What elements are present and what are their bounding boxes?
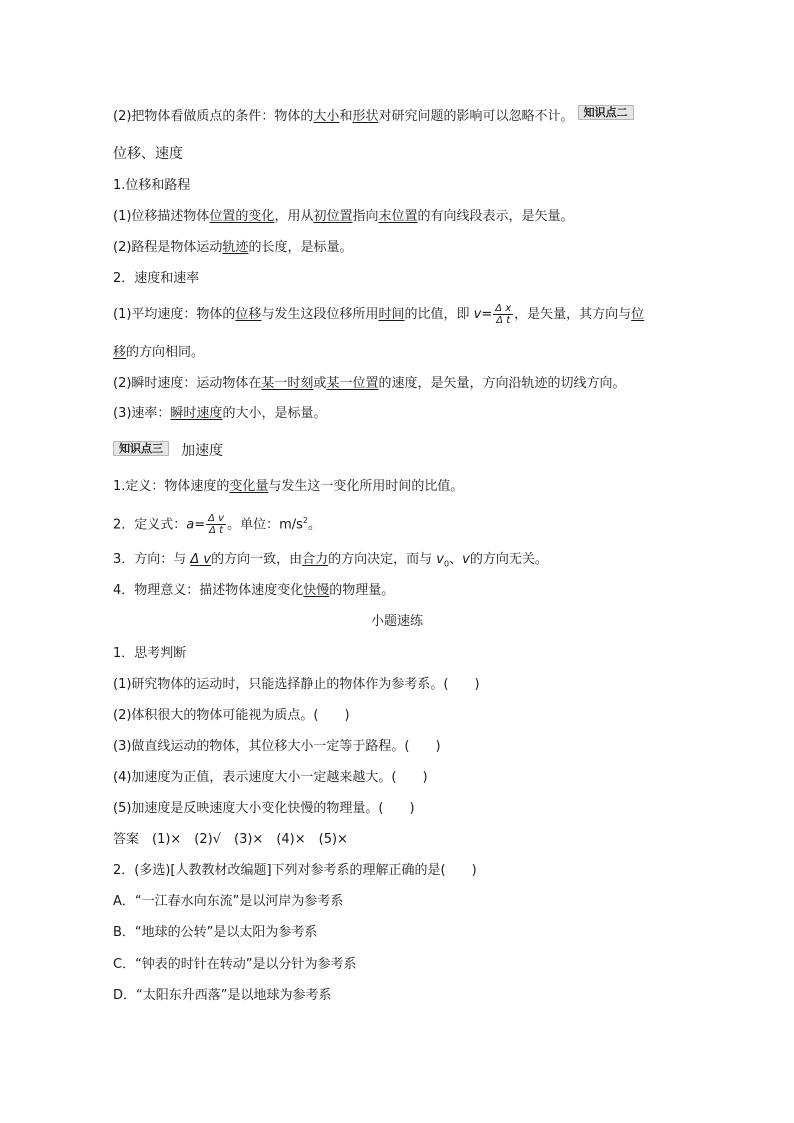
section-heading: 小题速练 [370, 614, 423, 629]
underlined-term: 轨迹 [222, 240, 249, 255]
option-b: B．“地球的公转”是以太阳为参考系 [113, 925, 318, 940]
subsection-title: 1.位移和路程 [113, 178, 191, 193]
question-item: (4)加速度为正值，表示速度大小一定越来越大。( ) [113, 770, 428, 785]
question-item: (5)加速度是反映速度大小变化快慢的物理量。( ) [113, 801, 415, 816]
text-line [113, 479, 463, 495]
text: 的方向无关。 [469, 552, 548, 567]
text-line [113, 506, 321, 540]
underlined-term: 合力 [302, 552, 329, 567]
text: 指向 [352, 209, 379, 224]
text: 的比值，即 [404, 307, 474, 322]
underlined-term: 末位置 [378, 209, 418, 224]
underlined-term: 变化量 [229, 479, 269, 494]
text: 的方向决定，而与 [328, 552, 437, 567]
text: 的有向线段表示，是矢量。 [417, 209, 574, 224]
underlined-term: Δ v [190, 552, 212, 567]
variable: v [473, 307, 482, 322]
text-line [113, 300, 644, 330]
underlined-term: 位 [631, 307, 645, 322]
variable: a [186, 517, 195, 533]
text-line [113, 443, 223, 460]
text: 1.定义：物体速度的 [113, 479, 230, 494]
fraction [206, 513, 226, 536]
text-line [113, 583, 394, 599]
text-line [113, 240, 352, 256]
text: 4．物理意义：描述物体速度变化 [113, 583, 304, 598]
text: 的方向一致，由 [211, 552, 303, 567]
denominator: Δ t [496, 315, 511, 326]
text: 或 [313, 376, 327, 391]
section-badge: 知识点二 [578, 105, 634, 120]
text: 的大小，是标量。 [222, 406, 327, 421]
superscript: 2 [302, 516, 309, 525]
text: 和 [339, 109, 353, 124]
underlined-term: 移 [113, 345, 127, 360]
underlined-term: 某一时刻 [261, 376, 314, 391]
text: 。单位：m/s [227, 517, 303, 533]
text: (2)路程是物体运动 [113, 240, 223, 255]
underlined-term: 某一位置 [326, 376, 379, 391]
text: 与发生这段位移所用 [261, 307, 379, 322]
subscript: 0 [444, 559, 450, 569]
fraction [493, 303, 513, 326]
underlined-term: 瞬时速度 [170, 406, 223, 421]
text: 3．方向：与 [113, 552, 191, 567]
option-d: D．“太阳东升西落”是以地球为参考系 [113, 988, 332, 1003]
underlined-term: 初位置 [313, 209, 353, 224]
text: ，是矢量，其方向与 [514, 307, 632, 322]
underlined-term: 时间 [378, 307, 405, 322]
text: 2．定义式： [113, 517, 187, 533]
text: 。 [308, 517, 322, 533]
text: (2)把物体看做质点的条件：物体的 [113, 109, 314, 124]
text-line [113, 209, 574, 225]
text-line [113, 552, 548, 573]
subsection-title: 1．思考判断 [113, 646, 187, 661]
text: 、 [449, 552, 463, 567]
underlined-term: 大小 [313, 109, 340, 124]
text: 的物理量。 [329, 583, 395, 598]
underlined-term: 形状 [352, 109, 379, 124]
text-line [113, 106, 634, 125]
underlined-term: 快慢 [303, 583, 330, 598]
text: 的方向相同。 [126, 345, 205, 360]
text: (1)平均速度：物体的 [113, 307, 236, 322]
numerator: Δ v [208, 513, 225, 525]
text-line [113, 376, 625, 392]
option-a: A．“一江春水向东流”是以河岸为参考系 [113, 894, 344, 909]
text: 的速度，是矢量，方向沿轨迹的切线方向。 [378, 376, 626, 391]
text-line [113, 345, 204, 361]
text: (1)位移描述物体 [113, 209, 210, 224]
question-stem: 2．(多选)[人教教材改编题]下列对参考系的理解正确的是( ) [113, 863, 477, 878]
text: = [481, 307, 493, 322]
subsection-title: 2．速度和速率 [113, 271, 200, 286]
text: ，用从 [274, 209, 314, 224]
text: 与发生这一变化所用时间的比值。 [268, 479, 464, 494]
text: 对研究问题的影响可以忽略不计。 [378, 109, 574, 124]
numerator: Δ x [495, 303, 512, 314]
underlined-term: 位置的变化 [209, 209, 275, 224]
variable: v [462, 552, 470, 567]
section-badge: 知识点三 [113, 441, 169, 456]
question-item: (1)研究物体的运动时，只能选择静止的物体作为参考系。( ) [113, 677, 480, 692]
option-c: C．“钟表的时针在转动”是以分针为参考系 [113, 957, 357, 972]
question-item: (3)做直线运动的物体，其位移大小一定等于路程。( ) [113, 739, 441, 754]
text: 的长度，是标量。 [248, 240, 353, 255]
text: = [194, 517, 206, 533]
denominator: Δ t [209, 525, 224, 537]
answer-line: 答案 (1)× (2)√ (3)× (4)× (5)× [113, 832, 348, 847]
section-title: 加速度 [181, 443, 224, 459]
section-title: 位移、速度 [113, 146, 183, 162]
text: (3)速率： [113, 406, 171, 421]
text-line [113, 406, 326, 422]
text: (2)瞬时速度：运动物体在 [113, 376, 262, 391]
question-item: (2)体积很大的物体可能视为质点。( ) [113, 708, 350, 723]
underlined-term: 位移 [235, 307, 262, 322]
variable: v [436, 552, 444, 567]
